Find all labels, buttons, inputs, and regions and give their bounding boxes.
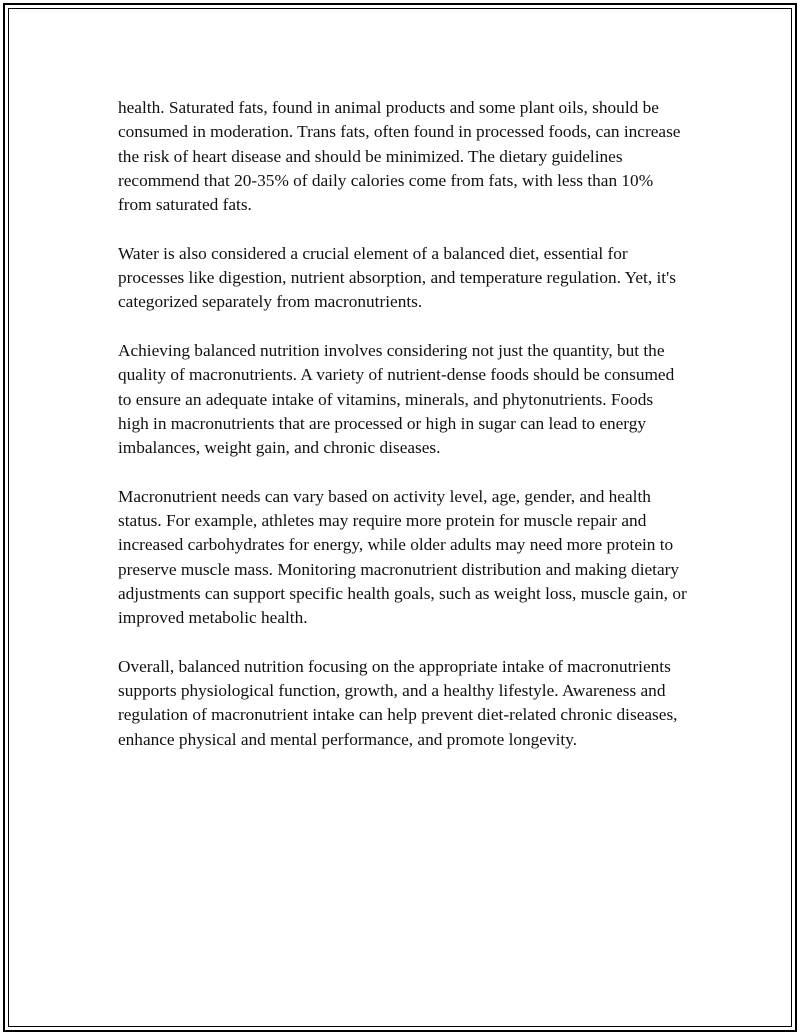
paragraph-fats: health. Saturated fats, found in animal products and some plant oils, should be consumed in moderation. Trans fats, often found in processed foods, can increase the risk of heart disease and should be minimized. The dietary guidelines recommend that 20-35% of daily calories come from fats, with less than 10% from saturated fats.	[118, 98, 681, 215]
paragraph-balanced-nutrition: Achieving balanced nutrition involves considering not just the quantity, but the quality of macronutrients. A variety of nutrient-dense foods should be consumed to ensure an adequate intake of vitamins, minerals, and phytonutrients. Foods high in macronutrients that are processed or high in sugar can lead to energy imbalances, weight gain, and chronic diseases.	[118, 340, 675, 458]
paragraph-macronutrient-needs: Macronutrient needs can vary based on activity level, age, gender, and health status. For example, athletes may require more protein for muscle repair and increased carbohydrates for energy, while older adults may need more protein to preserve muscle mass. Monitoring macronutrient distribution and making dietary adjustments can support specific health goals, such as weight loss, muscle gain, or improved metabolic health.	[118, 486, 687, 628]
document-page	[3, 3, 797, 1032]
paragraph-overall: Overall, balanced nutrition focusing on the appropriate intake of macronutrients supports physiological function, growth, and a healthy lifestyle. Awareness and regulation of macronutrient intake can help prevent diet-related chronic diseases, enhance physical and mental performance, and promote longevity.	[118, 656, 678, 749]
document-body	[118, 96, 688, 776]
paragraph-water: Water is also considered a crucial element of a balanced diet, essential for processes like digestion, nutrient absorption, and temperature regulation. Yet, it's categorized separately from macronutrients.	[118, 243, 676, 312]
